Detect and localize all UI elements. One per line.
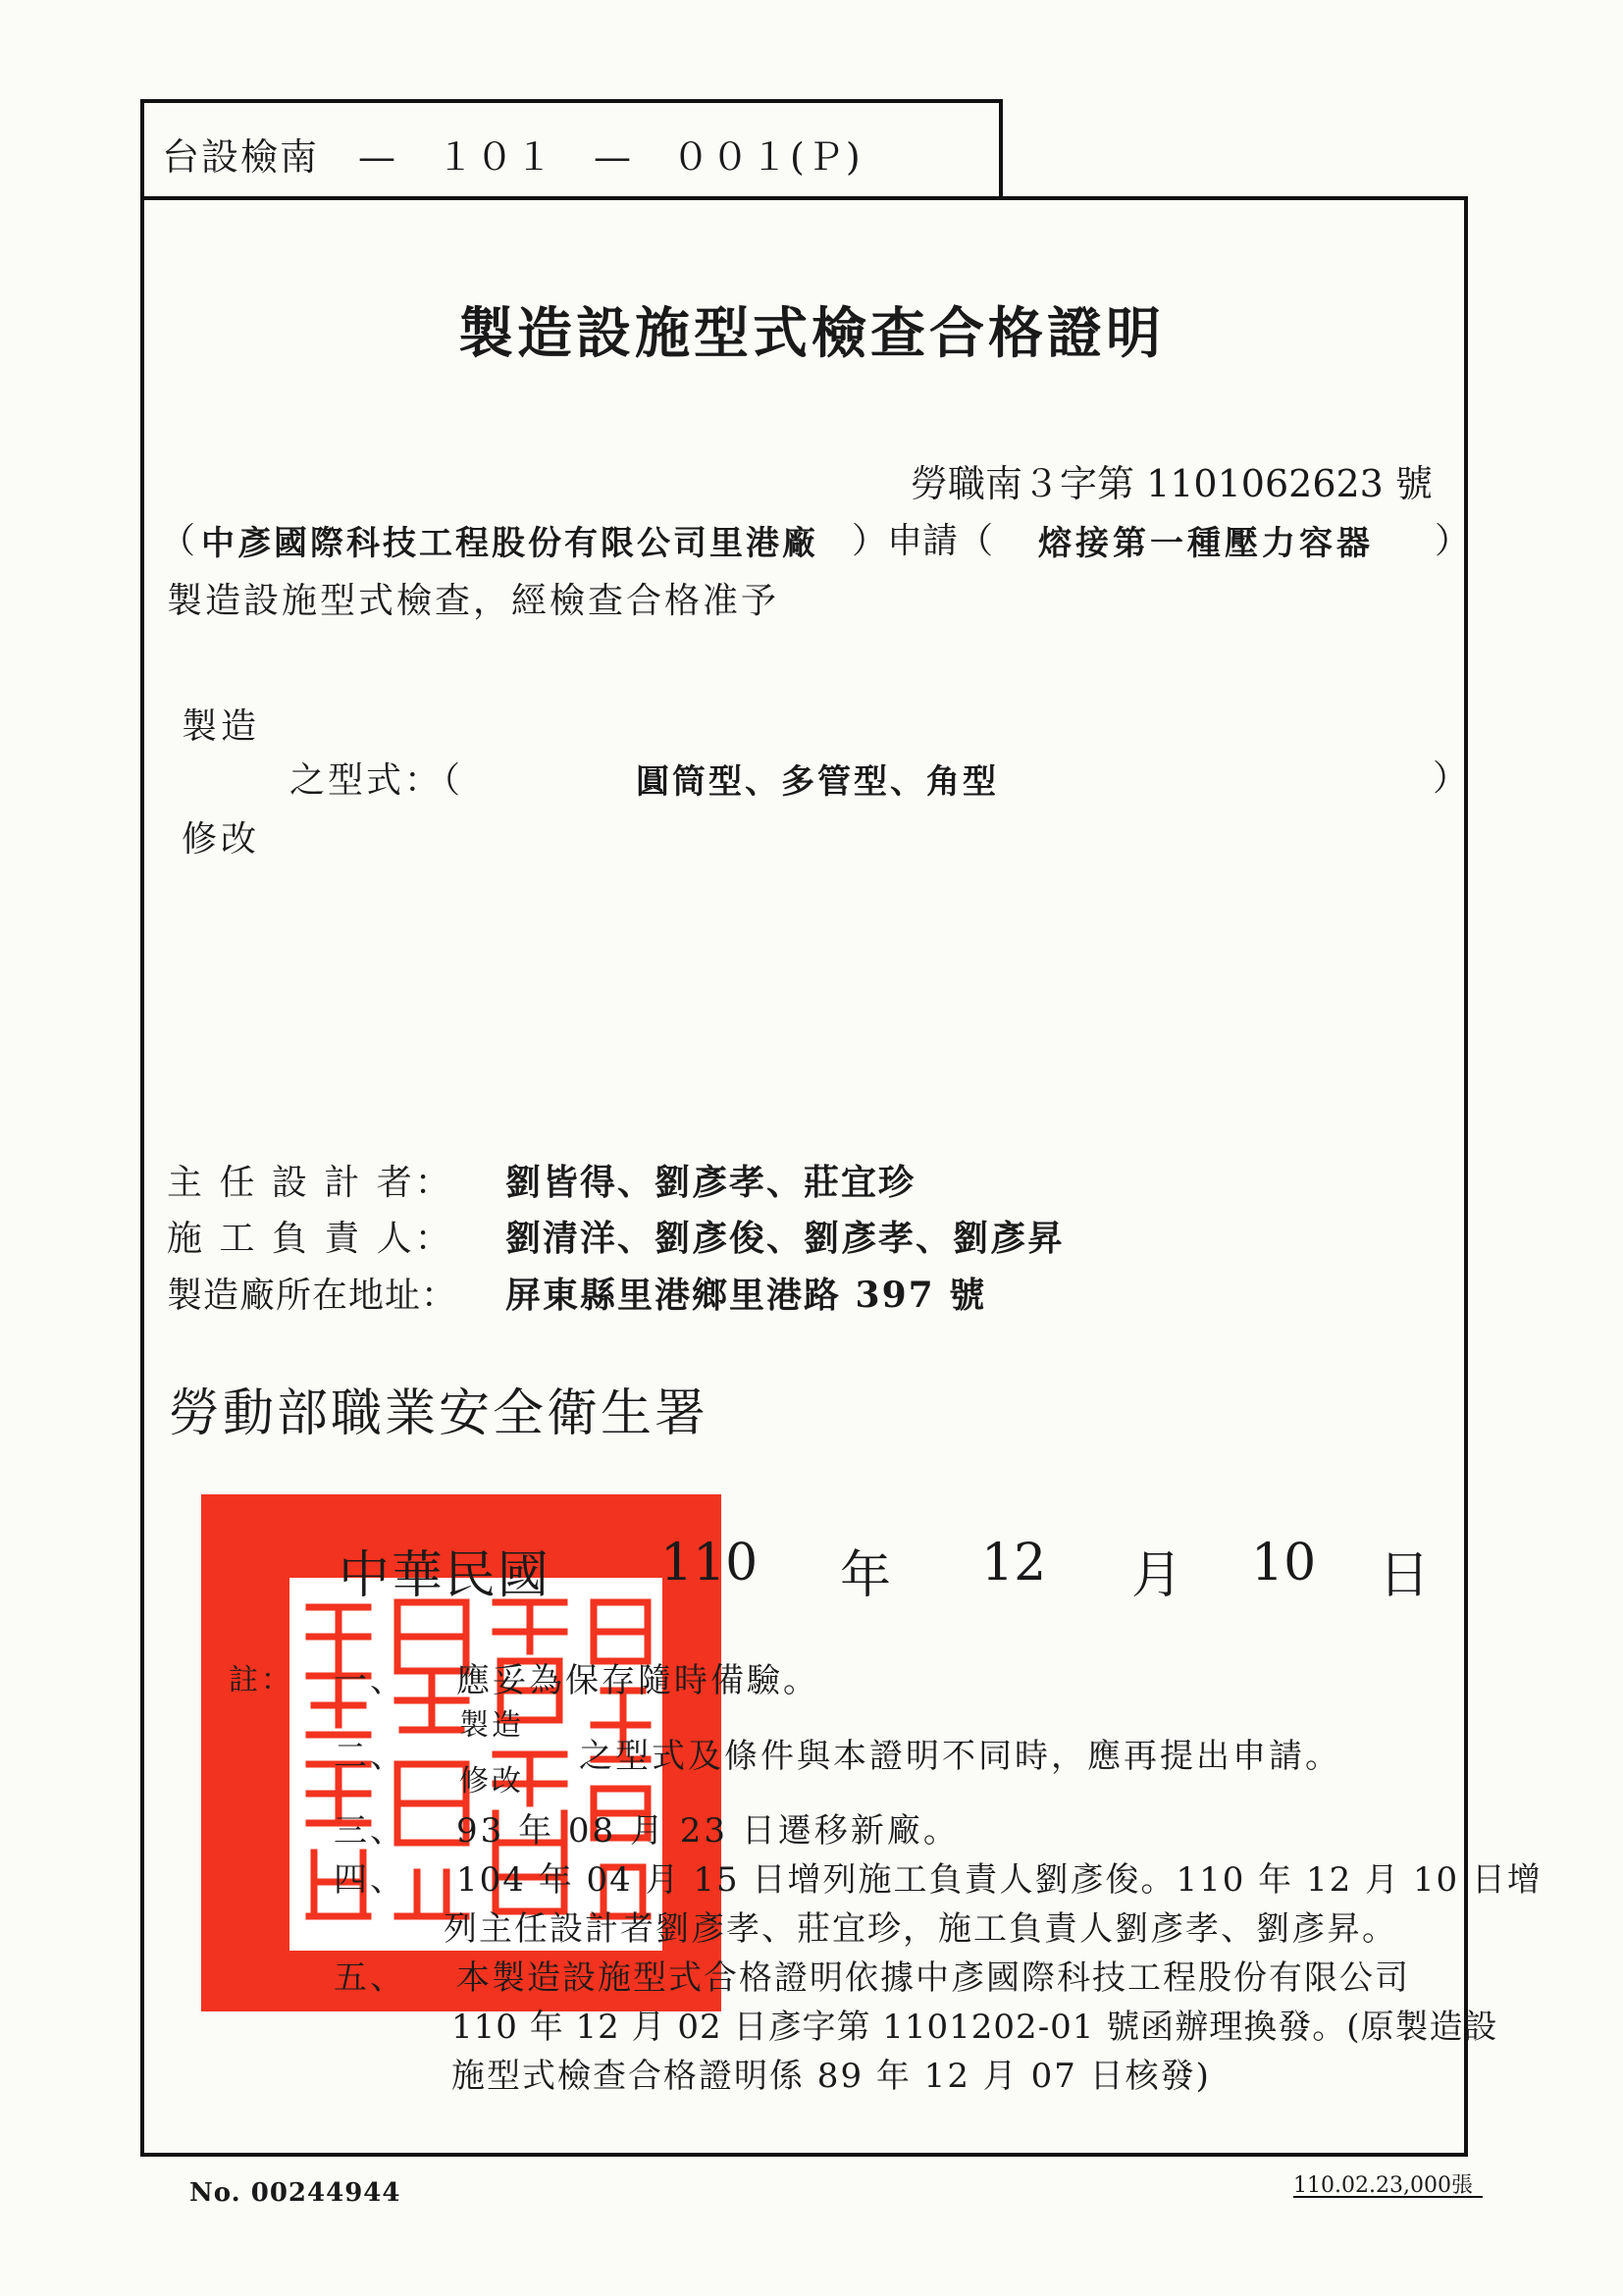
approval-text: 製造設施型式檢查，經檢查合格准予 [167, 581, 780, 621]
application-open: （ [160, 521, 196, 561]
construction-label: 施 工 負 責 人： [167, 1219, 453, 1259]
date-month: 12 [981, 1534, 1047, 1592]
issuing-authority: 勞動部職業安全衛生署 [169, 1384, 709, 1443]
date-day-unit: 日 [1379, 1546, 1431, 1605]
note-4-number: 四、 [334, 1860, 406, 1900]
note-4-line-2: 列主任設計者劉彥孝、莊宜珍，施工負責人劉彥孝、劉彥昇。 [444, 1909, 1397, 1949]
applicant-company: 中彥國際科技工程股份有限公司里港廠 [201, 524, 818, 563]
equipment-type: 熔接第一種壓力容器 [1038, 524, 1374, 563]
note-3-number: 三、 [334, 1811, 406, 1851]
date-month-unit: 月 [1131, 1546, 1183, 1605]
chief-designer-value: 劉皆得、劉彥孝、莊宜珍 [505, 1162, 916, 1203]
note-1-number: 一、 [334, 1661, 406, 1700]
note-1-text: 應妥為保存隨時備驗。 [456, 1661, 819, 1700]
serial-number: No. 00244944 [189, 2178, 401, 2208]
document-code: 台設檢南 — １０１ — ００１(Ｐ) [162, 135, 863, 179]
note-2-manufacture: 製造 [459, 1708, 524, 1743]
note-5-line-3: 施型式檢查合格證明係 89 年 12 月 07 日核發) [451, 2057, 1211, 2096]
address-label: 製造廠所在地址： [167, 1276, 458, 1316]
construction-value: 劉清洋、劉彥俊、劉彥孝、劉彥昇 [505, 1218, 1066, 1259]
notes-label: 註： [229, 1663, 293, 1697]
model-modify-label: 修改 [182, 819, 261, 860]
note-5-number: 五、 [334, 1958, 406, 1998]
note-4-line-1: 104 年 04 月 15 日增列施工負責人劉彥俊。110 年 12 月 10 日增 [456, 1860, 1543, 1900]
reference-number: 勞職南３字第 1101062623 號 [911, 462, 1433, 505]
certificate-title: 製造設施型式檢查合格證明 [458, 302, 1165, 366]
note-5-line-1: 本製造設施型式合格證明依據中彥國際科技工程股份有限公司 [456, 1958, 1410, 1998]
model-value: 圓筒型、多管型、角型 [636, 762, 999, 802]
date-prefix: 中華民國 [339, 1546, 551, 1605]
note-2-text: 之型式及條件與本證明不同時，應再提出申請。 [579, 1737, 1341, 1776]
note-2-modify: 修改 [459, 1764, 524, 1799]
date-day: 10 [1251, 1534, 1317, 1592]
model-manufacture-label: 製造 [182, 706, 261, 747]
header-tab [140, 99, 1003, 199]
note-3-text: 93 年 08 月 23 日遷移新廠。 [456, 1811, 960, 1851]
address-value: 屏東縣里港鄉里港路 397 號 [505, 1275, 987, 1316]
model-label: 之型式：（ [289, 760, 464, 801]
chief-designer-label: 主 任 設 計 者： [167, 1163, 453, 1203]
model-close: ） [1433, 758, 1469, 799]
print-code: 110.02.23,000張 [1293, 2173, 1473, 2198]
note-5-line-2: 110 年 12 月 02 日彥字第 1101202-01 號函辦理換發。(原製造設 [451, 2008, 1498, 2047]
note-2-number: 二、 [334, 1737, 406, 1776]
application-close: ） [1435, 521, 1471, 561]
date-year: 110 [660, 1534, 759, 1592]
date-year-unit: 年 [840, 1546, 892, 1605]
print-code-underline [1293, 2196, 1483, 2198]
application-mid: ）申請（ [852, 521, 994, 561]
